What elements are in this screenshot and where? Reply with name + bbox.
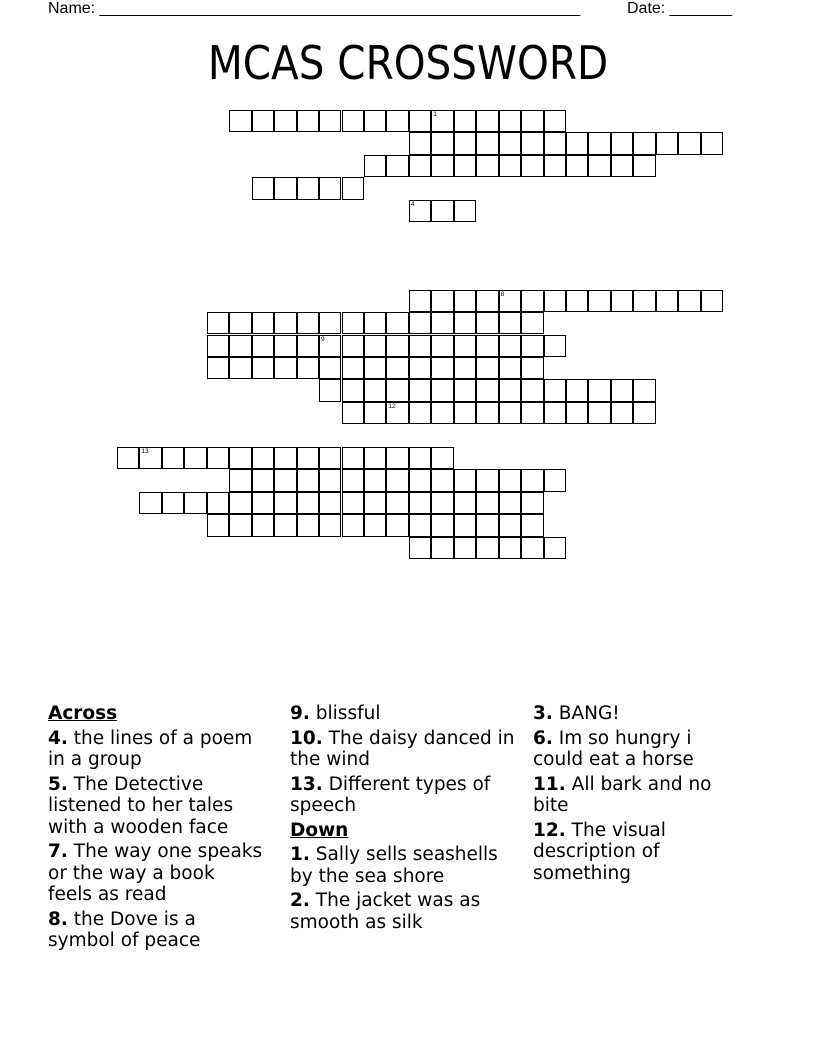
- grid-cell[interactable]: [499, 110, 521, 132]
- clue-text: The daisy danced in the wind: [290, 727, 515, 770]
- clue-item: [533, 728, 738, 771]
- date-field-label: Date: _______: [627, 0, 732, 17]
- clue-text: blissful: [309, 703, 381, 724]
- grid-cell[interactable]: [274, 177, 296, 199]
- name-field-label: Name: ______________________________________________________: [48, 0, 581, 17]
- grid-cell[interactable]: [409, 537, 431, 559]
- clue-number-label: 9.: [290, 703, 310, 724]
- clue-number-label: 5.: [48, 773, 68, 795]
- grid-cell[interactable]: [521, 469, 543, 491]
- grid-cell[interactable]: [319, 379, 341, 401]
- grid-cell[interactable]: [633, 402, 655, 424]
- grid-cell[interactable]: [252, 469, 274, 491]
- grid-cell[interactable]: [386, 110, 408, 132]
- clue-item: [533, 820, 738, 885]
- grid-cell[interactable]: [297, 492, 319, 514]
- grid-cell[interactable]: [139, 447, 161, 469]
- grid-cell[interactable]: [297, 110, 319, 132]
- grid-cell[interactable]: [544, 379, 566, 401]
- grid-cell[interactable]: [252, 447, 274, 469]
- grid-cell[interactable]: [454, 402, 476, 424]
- grid-cell[interactable]: [499, 514, 521, 536]
- clue-item: [290, 728, 515, 771]
- grid-cell[interactable]: [499, 469, 521, 491]
- grid-cell[interactable]: [454, 514, 476, 536]
- grid-cell[interactable]: [476, 132, 498, 154]
- clue-number-label: 2.: [290, 890, 310, 911]
- clue-text: The visual description of something: [533, 819, 666, 884]
- grid-cell[interactable]: [633, 155, 655, 177]
- grid-cell[interactable]: [499, 335, 521, 357]
- down-heading: Down: [290, 819, 349, 841]
- grid-cell[interactable]: [454, 312, 476, 334]
- grid-cell[interactable]: [701, 132, 723, 154]
- grid-cell[interactable]: [207, 447, 229, 469]
- grid-cell[interactable]: [319, 514, 341, 536]
- grid-cell[interactable]: [431, 110, 453, 132]
- clue-item: [48, 774, 263, 839]
- grid-cell[interactable]: [454, 155, 476, 177]
- grid-cell[interactable]: [476, 469, 498, 491]
- grid-cell[interactable]: [499, 357, 521, 379]
- clue-number-label: 1.: [290, 844, 310, 865]
- grid-cell[interactable]: [364, 357, 386, 379]
- grid-cell[interactable]: [342, 110, 364, 132]
- grid-cell[interactable]: [386, 469, 408, 491]
- grid-cell[interactable]: [521, 110, 543, 132]
- grid-cell[interactable]: [274, 335, 296, 357]
- clue-text: The Detective listened to her tales with a wooden face: [48, 773, 234, 838]
- grid-cell[interactable]: [521, 335, 543, 357]
- grid-cell[interactable]: [207, 514, 229, 536]
- grid-cell[interactable]: [229, 514, 251, 536]
- grid-cell[interactable]: [409, 312, 431, 334]
- grid-cell[interactable]: [611, 155, 633, 177]
- grid-cell[interactable]: [252, 335, 274, 357]
- grid-cell[interactable]: [611, 402, 633, 424]
- grid-cell[interactable]: [454, 492, 476, 514]
- grid-cell[interactable]: [431, 357, 453, 379]
- grid-cell[interactable]: [566, 379, 588, 401]
- clue-number-label: 7.: [48, 841, 68, 862]
- grid-cell[interactable]: [342, 469, 364, 491]
- grid-cell[interactable]: [297, 177, 319, 199]
- grid-cell[interactable]: [431, 469, 453, 491]
- grid-cell[interactable]: [499, 290, 521, 312]
- grid-cell[interactable]: [521, 312, 543, 334]
- across-clue-group: [290, 703, 515, 817]
- grid-cell[interactable]: [252, 514, 274, 536]
- grid-cell[interactable]: [274, 514, 296, 536]
- grid-cell[interactable]: [229, 447, 251, 469]
- grid-cell[interactable]: [229, 492, 251, 514]
- clue-number: 1: [433, 111, 437, 118]
- grid-cell[interactable]: [409, 200, 431, 222]
- grid-cell[interactable]: [409, 492, 431, 514]
- grid-cell[interactable]: [297, 312, 319, 334]
- grid-cell[interactable]: [544, 537, 566, 559]
- grid-cell[interactable]: [431, 155, 453, 177]
- grid-cell[interactable]: [229, 312, 251, 334]
- across-heading: Across: [48, 703, 118, 724]
- grid-cell[interactable]: [544, 335, 566, 357]
- grid-cell[interactable]: [431, 447, 453, 469]
- clue-text: The jacket was as smooth as silk: [290, 890, 481, 933]
- clue-text: Im so hungry i could eat a horse: [533, 727, 694, 770]
- clue-item: [290, 703, 515, 725]
- grid-cell[interactable]: [476, 537, 498, 559]
- grid-cell[interactable]: [499, 155, 521, 177]
- grid-cell[interactable]: [678, 290, 700, 312]
- grid-cell[interactable]: [319, 110, 341, 132]
- clue-column-2: [290, 703, 515, 936]
- grid-cell[interactable]: [319, 492, 341, 514]
- grid-cell[interactable]: [184, 492, 206, 514]
- grid-cell[interactable]: [229, 110, 251, 132]
- grid-cell[interactable]: [409, 132, 431, 154]
- grid-cell[interactable]: [342, 492, 364, 514]
- grid-cell[interactable]: [499, 312, 521, 334]
- grid-cell[interactable]: [297, 447, 319, 469]
- clue-item: [533, 703, 738, 725]
- clue-text: the lines of a poem in a group: [48, 727, 253, 770]
- grid-cell[interactable]: [611, 132, 633, 154]
- grid-cell[interactable]: [499, 379, 521, 401]
- grid-cell[interactable]: [297, 335, 319, 357]
- grid-cell[interactable]: [588, 379, 610, 401]
- clue-text: All bark and no bite: [533, 773, 712, 816]
- grid-cell[interactable]: [319, 312, 341, 334]
- clue-number-label: 13.: [290, 773, 323, 795]
- grid-cell[interactable]: [364, 447, 386, 469]
- grid-cell[interactable]: [566, 290, 588, 312]
- grid-cell[interactable]: [342, 312, 364, 334]
- grid-cell[interactable]: [431, 312, 453, 334]
- grid-cell[interactable]: [207, 335, 229, 357]
- clue-column-3: [533, 703, 738, 887]
- grid-cell[interactable]: [701, 290, 723, 312]
- grid-cell[interactable]: [544, 155, 566, 177]
- clue-number-label: 11.: [533, 773, 566, 795]
- clue-number: 9: [321, 335, 325, 343]
- grid-cell[interactable]: [431, 514, 453, 536]
- grid-cell[interactable]: [409, 110, 431, 132]
- grid-cell[interactable]: [229, 469, 251, 491]
- grid-cell[interactable]: [386, 357, 408, 379]
- grid-cell[interactable]: [588, 132, 610, 154]
- clue-text: Sally sells seashells by the sea shore: [290, 844, 498, 887]
- grid-cell[interactable]: [297, 357, 319, 379]
- clue-number-label: 12.: [533, 819, 566, 841]
- grid-cell[interactable]: [364, 312, 386, 334]
- grid-cell[interactable]: [566, 132, 588, 154]
- grid-cell[interactable]: [409, 402, 431, 424]
- grid-cell[interactable]: [364, 379, 386, 401]
- grid-cell[interactable]: [342, 177, 364, 199]
- grid-cell[interactable]: [431, 335, 453, 357]
- grid-cell[interactable]: [521, 514, 543, 536]
- grid-cell[interactable]: [162, 447, 184, 469]
- grid-cell[interactable]: [342, 402, 364, 424]
- grid-cell[interactable]: [386, 447, 408, 469]
- clue-number-label: 4.: [48, 727, 68, 749]
- grid-cell[interactable]: [476, 110, 498, 132]
- grid-cell[interactable]: [454, 379, 476, 401]
- clue-number: 8: [500, 290, 505, 298]
- clue-number-label: 3.: [533, 703, 553, 724]
- clue-item: [48, 909, 263, 952]
- clue-text: the Dove is a symbol of peace: [48, 908, 201, 951]
- grid-cell[interactable]: [342, 514, 364, 536]
- grid-cell[interactable]: [476, 492, 498, 514]
- grid-cell[interactable]: [454, 200, 476, 222]
- grid-cell[interactable]: [454, 469, 476, 491]
- clue-number-label: 6.: [533, 727, 553, 749]
- grid-cell[interactable]: [476, 357, 498, 379]
- grid-cell[interactable]: [566, 155, 588, 177]
- clue-number-label: 10.: [290, 727, 323, 749]
- clue-text: The way one speaks or the way a book feels as read: [48, 841, 263, 905]
- grid-cell[interactable]: [252, 357, 274, 379]
- grid-cell[interactable]: [521, 402, 543, 424]
- grid-cell[interactable]: [409, 335, 431, 357]
- grid-cell[interactable]: [431, 200, 453, 222]
- clue-item: [48, 841, 263, 906]
- grid-cell[interactable]: [431, 290, 453, 312]
- grid-cell[interactable]: [409, 379, 431, 401]
- grid-cell[interactable]: [499, 492, 521, 514]
- grid-cell[interactable]: [409, 290, 431, 312]
- grid-cell[interactable]: [386, 335, 408, 357]
- grid-cell[interactable]: [364, 155, 386, 177]
- clue-item: [290, 774, 515, 817]
- grid-cell[interactable]: [521, 155, 543, 177]
- clue-number: 4: [410, 200, 415, 208]
- grid-cell[interactable]: [229, 335, 251, 357]
- grid-cell[interactable]: [431, 132, 453, 154]
- grid-cell[interactable]: [521, 537, 543, 559]
- grid-cell[interactable]: [544, 132, 566, 154]
- grid-cell[interactable]: [386, 155, 408, 177]
- grid-cell[interactable]: [588, 290, 610, 312]
- grid-cell[interactable]: [409, 357, 431, 379]
- grid-cell[interactable]: [521, 132, 543, 154]
- grid-cell[interactable]: [184, 447, 206, 469]
- grid-cell[interactable]: [499, 537, 521, 559]
- grid-cell[interactable]: [476, 514, 498, 536]
- grid-cell[interactable]: [252, 177, 274, 199]
- grid-cell[interactable]: [521, 379, 543, 401]
- grid-cell[interactable]: [274, 357, 296, 379]
- grid-cell[interactable]: [364, 110, 386, 132]
- grid-cell[interactable]: [499, 402, 521, 424]
- grid-cell[interactable]: [454, 537, 476, 559]
- grid-cell[interactable]: [162, 492, 184, 514]
- grid-cell[interactable]: [386, 402, 408, 424]
- grid-cell[interactable]: [342, 379, 364, 401]
- grid-cell[interactable]: [409, 514, 431, 536]
- grid-cell[interactable]: [611, 290, 633, 312]
- grid-cell[interactable]: [521, 357, 543, 379]
- grid-cell[interactable]: [319, 447, 341, 469]
- grid-cell[interactable]: [611, 379, 633, 401]
- grid-cell[interactable]: [364, 402, 386, 424]
- grid-cell[interactable]: [544, 469, 566, 491]
- grid-cell[interactable]: [521, 290, 543, 312]
- grid-cell[interactable]: [409, 447, 431, 469]
- grid-cell[interactable]: [229, 357, 251, 379]
- grid-cell[interactable]: [476, 290, 498, 312]
- grid-cell[interactable]: [207, 357, 229, 379]
- grid-cell[interactable]: [656, 290, 678, 312]
- grid-cell[interactable]: [364, 492, 386, 514]
- grid-cell[interactable]: [633, 379, 655, 401]
- grid-cell[interactable]: [588, 402, 610, 424]
- grid-cell[interactable]: [431, 402, 453, 424]
- grid-cell[interactable]: [633, 290, 655, 312]
- grid-cell[interactable]: [521, 492, 543, 514]
- clue-item: [290, 890, 515, 933]
- grid-cell[interactable]: [454, 357, 476, 379]
- grid-cell[interactable]: [431, 379, 453, 401]
- grid-cell[interactable]: [252, 110, 274, 132]
- grid-cell[interactable]: [342, 357, 364, 379]
- clue-text: BANG!: [552, 703, 620, 724]
- grid-cell[interactable]: [274, 312, 296, 334]
- grid-cell[interactable]: [364, 335, 386, 357]
- grid-cell[interactable]: [431, 537, 453, 559]
- grid-cell[interactable]: [274, 110, 296, 132]
- grid-cell[interactable]: [476, 155, 498, 177]
- clue-item: [290, 844, 515, 887]
- down-clue-group: [290, 844, 515, 933]
- grid-cell[interactable]: [319, 335, 341, 357]
- grid-cell[interactable]: [499, 132, 521, 154]
- clue-text: Different types of speech: [290, 773, 491, 816]
- page-title: MCAS CROSSWORD: [207, 36, 609, 90]
- grid-cell[interactable]: [274, 469, 296, 491]
- clue-column-1: [48, 703, 263, 955]
- clue-item: [48, 728, 263, 771]
- grid-cell[interactable]: [207, 312, 229, 334]
- clue-number: 12: [388, 402, 396, 410]
- grid-cell[interactable]: [544, 110, 566, 132]
- grid-cell[interactable]: [409, 155, 431, 177]
- grid-cell[interactable]: [409, 469, 431, 491]
- grid-cell[interactable]: [207, 492, 229, 514]
- grid-cell[interactable]: [319, 469, 341, 491]
- grid-cell[interactable]: [117, 447, 139, 469]
- grid-cell[interactable]: [454, 132, 476, 154]
- grid-cell[interactable]: [386, 492, 408, 514]
- grid-cell[interactable]: [386, 379, 408, 401]
- grid-cell[interactable]: [431, 492, 453, 514]
- grid-cell[interactable]: [678, 132, 700, 154]
- clue-number: 13: [141, 447, 149, 455]
- grid-cell[interactable]: [364, 469, 386, 491]
- grid-cell[interactable]: [319, 357, 341, 379]
- grid-cell[interactable]: [633, 132, 655, 154]
- grid-cell[interactable]: [364, 514, 386, 536]
- grid-cell[interactable]: [319, 177, 341, 199]
- grid-cell[interactable]: [454, 335, 476, 357]
- grid-cell[interactable]: [544, 290, 566, 312]
- grid-cell[interactable]: [454, 110, 476, 132]
- grid-cell[interactable]: [656, 132, 678, 154]
- grid-cell[interactable]: [342, 335, 364, 357]
- grid-cell[interactable]: [476, 402, 498, 424]
- clue-number-label: 8.: [48, 908, 68, 930]
- clue-item: [533, 774, 738, 817]
- grid-cell[interactable]: [274, 447, 296, 469]
- grid-cell[interactable]: [476, 379, 498, 401]
- grid-cell[interactable]: [454, 290, 476, 312]
- grid-cell[interactable]: [252, 492, 274, 514]
- grid-cell[interactable]: [342, 447, 364, 469]
- grid-cell[interactable]: [274, 492, 296, 514]
- grid-cell[interactable]: [476, 335, 498, 357]
- grid-cell[interactable]: [476, 312, 498, 334]
- grid-cell[interactable]: [252, 312, 274, 334]
- grid-cell[interactable]: [588, 155, 610, 177]
- grid-cell[interactable]: [386, 312, 408, 334]
- grid-cell[interactable]: [544, 402, 566, 424]
- grid-cell[interactable]: [566, 402, 588, 424]
- grid-cell[interactable]: [297, 514, 319, 536]
- grid-cell[interactable]: [139, 492, 161, 514]
- grid-cell[interactable]: [297, 469, 319, 491]
- grid-cell[interactable]: [386, 514, 408, 536]
